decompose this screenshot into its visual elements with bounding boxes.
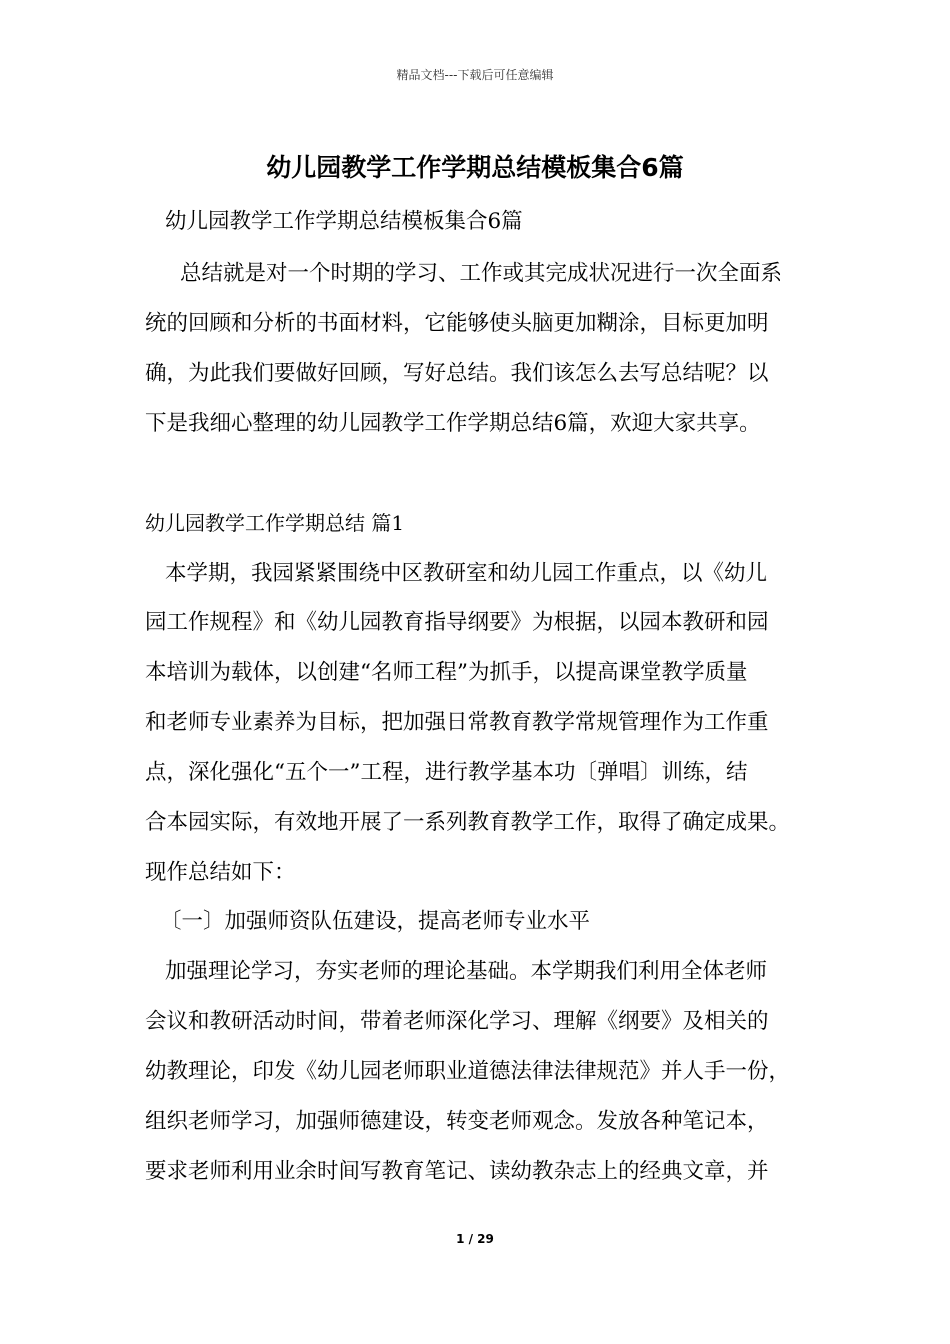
body-line: 会议和教研活动时间，带着老师深化学习、理解《纲要》及相关的	[145, 1009, 769, 1034]
page-number: 1 / 29	[456, 1232, 494, 1246]
body-line: 组织老师学习，加强师德建设，转变老师观念。发放各种笔记本，	[145, 1109, 769, 1134]
intro-line: 统的回顾和分析的书面材料，它能够使头脑更加糊涂，目标更加明	[145, 311, 769, 336]
subsection-heading: 〔一〕加强师资队伍建设，提高老师专业水平	[160, 909, 591, 934]
intro-line: 总结就是对一个时期的学习、工作或其完成状况进行一次全面系	[180, 261, 783, 286]
body-line: 幼教理论，印发《幼儿园老师职业道德法律法律规范》并人手一份，	[145, 1059, 791, 1084]
body-line: 本培训为载体，以创建“名师工程”为抓手，以提高课堂教学质量	[145, 660, 748, 685]
document-title: 幼儿园教学工作学期总结模板集合6篇	[266, 153, 684, 182]
body-line: 点，深化强化“五个一”工程，进行教学基本功〔弹唱〕训练，结	[145, 760, 748, 785]
section-heading: 幼儿园教学工作学期总结 篇1	[145, 511, 405, 535]
body-line: 加强理论学习，夯实老师的理论基础。本学期我们利用全体老师	[165, 959, 768, 984]
body-line: 要求老师利用业余时间写教育笔记、读幼教杂志上的经典文章，并	[145, 1159, 769, 1184]
body-line: 和老师专业素养为目标，把加强日常教育教学常规管理作为工作重	[145, 710, 769, 735]
body-line: 本学期，我园紧紧围绕中区教研室和幼儿园工作重点，以《幼儿	[165, 561, 768, 586]
body-line: 现作总结如下：	[145, 860, 296, 885]
intro-line: 下是我细心整理的幼儿园教学工作学期总结6篇，欢迎大家共享。	[145, 411, 761, 436]
intro-line: 确，为此我们要做好回顾，写好总结。我们该怎么去写总结呢？以	[145, 361, 769, 386]
body-line: 合本园实际，有效地开展了一系列教育教学工作，取得了确定成果。	[145, 810, 791, 835]
subtitle-line: 幼儿园教学工作学期总结模板集合6篇	[165, 209, 523, 234]
page-header: 精品文档---下载后可任意编辑	[396, 68, 554, 82]
body-line: 园工作规程》和《幼儿园教育指导纲要》为根据，以园本教研和园	[145, 610, 769, 635]
